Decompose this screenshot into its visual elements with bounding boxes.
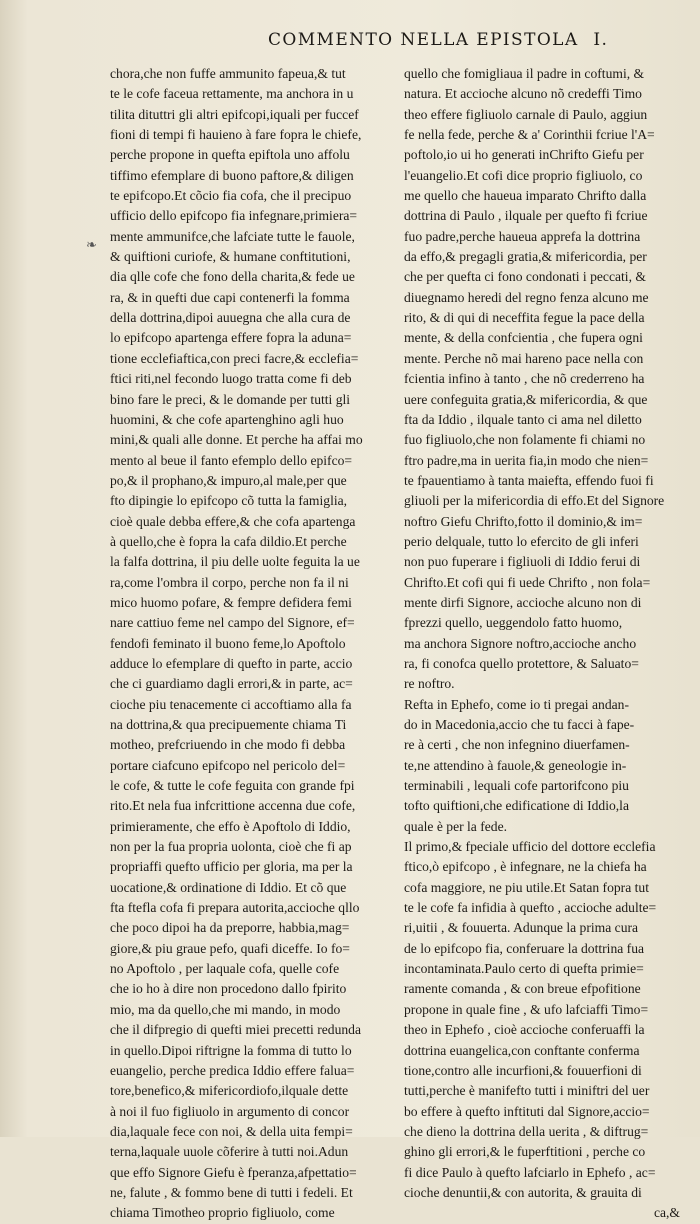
text-line: incontaminata.Paulo certo di quefta primie= [404, 961, 644, 977]
text-line: fe nella fede, perche & a' Corinthii fcriue l'A= [404, 127, 655, 143]
text-line: adduce lo efemplare di quefto in parte, accio [110, 655, 353, 671]
text-line: mente, & della confcientia , che fupera ogni [404, 330, 643, 346]
text-line: perio delquale, tutto lo efercito de gli inferi [404, 533, 639, 549]
text-line: ramente comanda , & con breue efpofitione [404, 981, 641, 997]
text-line: ftro padre,ma in uerita fia,in modo che nien= [404, 452, 649, 468]
text-line: tione,contro alle incurfioni,& fouuerfioni di [404, 1062, 642, 1078]
text-line: te epifcopo.Et cõcio fia cofa, che il precipuo [110, 188, 352, 204]
text-line: theo in Ephefo , cioè accioche conferuaffi la [404, 1022, 645, 1038]
text-line: ufficio dello epifcopo fia infegnare,primiera= [110, 208, 358, 224]
running-head [268, 30, 608, 50]
text-line: motheo, prefcriuendo in che modo fi debba [110, 737, 346, 753]
text-line: fto dipingie lo epifcopo cõ tutta la famiglia, [110, 493, 348, 509]
running-head-numeral: I. [593, 30, 609, 50]
text-line: bino fare le preci, & le domande per tutti gli [110, 391, 351, 407]
text-line: le cofe, & tutte le cofe feguita con grande fpi [110, 778, 355, 794]
text-line: dia,laquale fece con noi, & della uita fempi= [110, 1123, 353, 1139]
text-line: huomini, & che cofe apartenghino agli huo [110, 411, 344, 427]
text-line: chiama Timotheo proprio figliuolo, come [110, 1205, 335, 1221]
text-line: uocatione,& ordinatione di Iddio. Et cõ que [110, 879, 347, 895]
text-line: dia qlle cofe che fono della charita,& fede ue [110, 269, 355, 285]
text-line: fuo figliuolo,che non folamente fi chiami no [404, 432, 646, 448]
text-line: noftro Giefu Chrifto,fotto il dominio,& im= [404, 513, 643, 529]
text-line: quale è per la fede. [404, 818, 508, 834]
text-line: rito.Et nela fua infcrittione accenna due cofe, [110, 798, 356, 814]
text-line: che poco dipoi ha da preporre, habbia,mag= [110, 920, 350, 936]
text-line: fi dice Paulo à quefto lafciarlo in Ephefo , ac= [404, 1164, 656, 1180]
text-line: che ci guardiamo dagli errori,& in parte, ac= [110, 676, 353, 692]
text-line: propone in quale fine , & ufo lafciaffi Timo= [404, 1001, 649, 1017]
text-line: propriaffi quefto ufficio per gloria, ma per la [110, 859, 353, 875]
text-line: de lo epifcopo fia, conferuare la dottrina fua [404, 940, 645, 956]
text-line: rito, & di qui di neceffita fegue la pace della [404, 310, 645, 326]
text-line: tione ecclefiaftica,con preci facre,& ecclefia= [110, 350, 359, 366]
text-line: ra, & in quefti due capi contenerfi la fomma [110, 289, 350, 305]
text-line: terna,laquale uuole cõferire à tutti noi.Adun [110, 1144, 349, 1160]
text-line: ra,come l'ombra il corpo, perche non fa il ni [110, 574, 349, 590]
text-line: cioche denuntii,& con autorita, & grauita di [404, 1184, 642, 1200]
text-line: dottrina euangelica,con conftante conferma [404, 1042, 640, 1058]
text-line: Chrifto.Et cofi qui fi uede Chrifto , non fola= [404, 574, 651, 590]
text-line: mini,& quali alle donne. Et perche ha affai mo [110, 432, 363, 448]
text-line: te fpauentiamo à tanta maiefta, effendo fuoi fi [404, 472, 654, 488]
text-line: mente ammunifce,che lafciate tutte le fauole, [110, 228, 355, 244]
text-line: la falfa dottrina, il piu delle uolte feguita la ue [110, 554, 360, 570]
text-line: tiffimo efemplare di buono paftore,& diligen [110, 167, 354, 183]
text-line: te le cofe fa infidia à quefto , accioche adulte= [404, 900, 657, 916]
text-line: non puo fuperare i figliuoli di Iddio ferui di [404, 554, 641, 570]
text-line: cioè quale debba effere,& che cofa apartenga [110, 513, 356, 529]
text-line: cioche piu tenacemente ci accoftiamo alla fa [110, 696, 352, 712]
text-line: mento al beue il fanto efemplo dello epifco= [110, 452, 353, 468]
text-line: re noftro. [404, 676, 455, 692]
text-line: che io ho à dire non procedono dallo fpirito [110, 981, 347, 997]
text-line: primieramente, che effo è Apoftolo di Iddio, [110, 818, 351, 834]
text-line: portare ciafcuno epifcopo nel pericolo del= [110, 757, 346, 773]
text-line: te,ne attendino à fauole,& geneologie in- [404, 757, 627, 773]
text-line: giore,& piu graue pefo, quafi diceffe. Io fo= [110, 940, 350, 956]
text-line: ra, fi conofca quello protettore, & Saluato= [404, 655, 639, 671]
text-line: mente dirfi Signore, accioche alcuno non di [404, 594, 642, 610]
text-line: fioni di tempi fi hauieno à fare fopra le chiefe, [110, 127, 362, 143]
text-line: gliuoli per la mifericordia di effo.Et del Signore [404, 493, 665, 509]
text-line: quello che fomigliaua il padre in coftumi, & [404, 66, 645, 81]
text-line: fta da Iddio , ilquale tanto ci ama nel diletto [404, 411, 642, 427]
text-line: fta ftefla cofa fi prepara autorita,accioche qllo [110, 900, 360, 916]
text-line: mio, ma da quello,che mi mando, in modo [110, 1001, 341, 1017]
text-line: re à certi , che non infegnino diuerfamen- [404, 737, 630, 753]
text-line: fendofi feminato il buono feme,lo Apoftolo [110, 635, 346, 651]
text-line: no Apoftolo , per laquale cofa, quelle cofe [110, 961, 340, 977]
text-line: dottrina di Paulo , ilquale per quefto fi fcriue [404, 208, 648, 224]
text-line: che per quefta ci fono condonati i peccati, & [404, 269, 646, 285]
text-line: natura. Et accioche alcuno nõ credeffi Timo [404, 86, 642, 102]
text-line: diuegnamo heredi del regno fenza alcuno me [404, 289, 649, 305]
right-text-column [404, 64, 686, 1224]
text-line: ftici riti,nel fecondo luogo tratta come fi deb [110, 371, 352, 387]
text-line: terminabili , lequali cofe partorifcono piu [404, 778, 629, 794]
text-line: in quello.Dipoi riftrigne la fomma di tutto lo [110, 1042, 352, 1058]
text-line: nare cattiuo feme nel campo del Signore, ef= [110, 615, 355, 631]
left-text-column [110, 64, 394, 1224]
text-line: mente. Perche nõ mai hareno pace nella con [404, 350, 644, 366]
text-line: à noi il fuo figliuolo in argumento di concor [110, 1103, 350, 1119]
text-line: cofa maggiore, ne piu utile.Et Satan fopra tut [404, 879, 649, 895]
text-line: uere confeguita gratia,& mifericordia, & que [404, 391, 648, 407]
text-line: da effo,& pregagli gratia,& mifericordia, per [404, 249, 647, 265]
text-line: tutti,perche è manifefto tutti i miniftri del uer [404, 1083, 650, 1099]
text-line: te le cofe faceua rettamente, ma anchora in u [110, 86, 354, 102]
text-line: tofto quiftioni,che edificatione di Iddio,la [404, 798, 629, 814]
text-line: & quiftioni curiofe, & humane conftitutioni, [110, 249, 351, 265]
text-line: theo effere figliuolo carnale di Paulo, aggiun [404, 106, 648, 122]
text-line: fuo padre,perche haueua apprefa la dottrina [404, 228, 641, 244]
text-line: fprezzi quello, ueggendolo fatto huomo, [404, 615, 623, 631]
text-line: Refta in Ephefo, come io ti pregai andan- [404, 696, 629, 712]
text-line: na dottrina,& qua precipuemente chiama Ti [110, 717, 347, 732]
text-line: perche propone in quefta epiftola uno affolu [110, 147, 350, 163]
text-line: ne, falute , & fommo bene di tutti i fedeli. Et [110, 1184, 353, 1200]
text-line: ca,& [653, 1205, 680, 1221]
text-line: euangelio, perche predica Iddio effere falua= [110, 1062, 355, 1078]
text-line: tilita dituttri gli altri epifcopi,iquali per fuccef [110, 106, 359, 122]
text-line: poftolo,io ui ho generati inChrifto Giefu per [404, 147, 644, 163]
text-line: do in Macedonia,accio che tu facci à fape- [404, 717, 635, 732]
text-line: della dottrina,dipoi auuegna che alla cura de [110, 310, 351, 326]
text-line: Il primo,& fpeciale ufficio del dottore ecclefia [404, 839, 656, 855]
text-line: ri,uitii , & fouuerta. Adunque la prima cura [404, 920, 639, 936]
text-line: que effo Signore Giefu è fperanza,afpettatio= [110, 1164, 357, 1180]
text-line: lo epifcopo apartenga effere fopra la aduna= [110, 330, 352, 346]
text-line: che dieno la dottrina della uerita , & diftrug= [404, 1123, 649, 1139]
text-line: po,& il prophano,& impuro,al male,per que [110, 472, 347, 488]
text-line: tore,benefico,& mifericordiofo,ilquale dette [110, 1083, 349, 1099]
text-line: mico huomo pofare, & fempre defidera femi [110, 594, 352, 610]
margin-mark: ❧ [86, 238, 97, 253]
text-line: ma anchora Signore noftro,accioche ancho [404, 635, 637, 651]
text-line: che il difpregio di quefti miei precetti redunda [110, 1022, 362, 1038]
text-line: à quello,che è fopra la cafa dildio.Et perche [110, 533, 347, 549]
text-line: chora,che non fuffe ammunito fapeua,& tut [110, 66, 346, 81]
text-line: fcientia infino à tanto , che nõ crederreno ha [404, 371, 645, 387]
text-line: ghino gli errori,& le fuperftitioni , perche co [404, 1144, 646, 1160]
text-line: l'euangelio.Et cofi dice proprio figliuolo, co [404, 167, 643, 183]
running-head-title: COMMENTO NELLA EPISTOLA [268, 30, 579, 50]
text-line: ftico,ò epifcopo , è infegnare, ne la chiefa ha [404, 859, 647, 875]
text-line: bo effere à quefto inftituti dal Signore,accio= [404, 1103, 650, 1119]
text-line: non per la fua propria uolonta, cioè che fi ap [110, 839, 352, 855]
text-line: me quello che haueua imparato Chrifto dalla [404, 188, 647, 204]
